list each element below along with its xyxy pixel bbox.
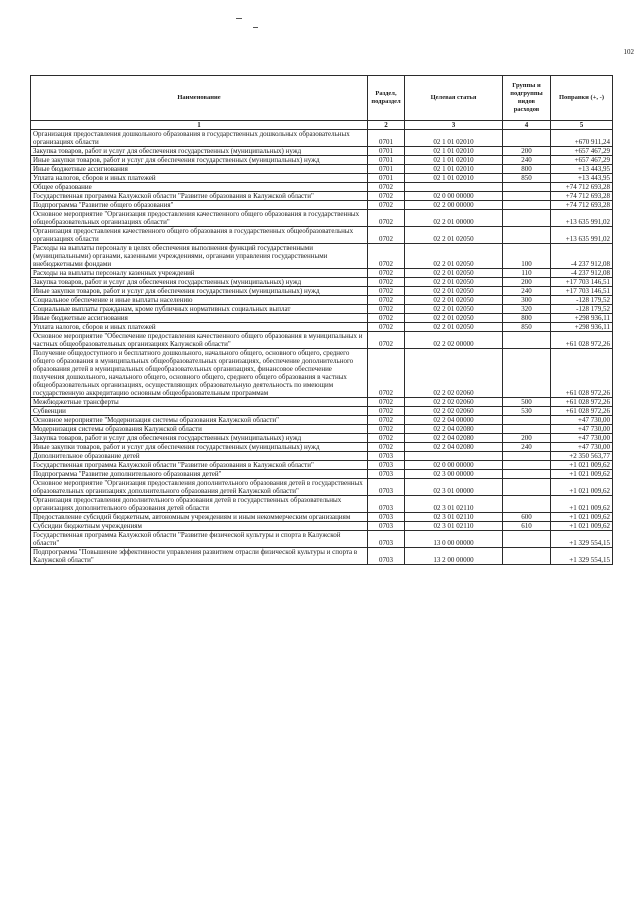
row-group [503,531,551,548]
row-group: 800 [503,165,551,174]
column-number: 2 [368,121,405,130]
row-group [503,452,551,461]
row-name: Модернизация системы образования Калужской области [31,425,368,434]
row-section: 0702 [368,210,405,227]
row-target: 02 2 01 02050 [405,244,503,269]
row-group: 850 [503,323,551,332]
row-name: Субсидии бюджетным учреждениям [31,522,368,531]
header-row [31,76,613,121]
row-group: 100 [503,244,551,269]
row-group: 530 [503,407,551,416]
table-row [31,314,613,323]
row-name: Закупка товаров, работ и услуг для обеспечения государственных (муниципальных) нужд [31,278,368,287]
row-section: 0702 [368,332,405,349]
scan-mark [253,27,258,28]
row-section: 0702 [368,323,405,332]
row-group: 110 [503,269,551,278]
row-group [503,425,551,434]
row-section: 0701 [368,174,405,183]
table-row [31,425,613,434]
row-section: 0703 [368,531,405,548]
column-number: 5 [551,121,613,130]
table-row [31,278,613,287]
table-row [31,147,613,156]
row-target: 02 1 01 02010 [405,130,503,147]
table-row [31,323,613,332]
page-number: 102 [623,48,634,56]
row-target: 02 2 02 00000 [405,332,503,349]
row-section: 0702 [368,269,405,278]
row-group: 240 [503,443,551,452]
row-amount: +61 028 972,26 [551,349,613,398]
row-target: 02 3 01 02110 [405,522,503,531]
row-name: Подпрограмма "Повышение эффективности управления развитием отрасли физической культуры и спорта в Калужской области" [31,548,368,565]
row-amount: +61 028 972,26 [551,407,613,416]
row-amount: +47 730,00 [551,434,613,443]
row-amount: +13 635 991,02 [551,210,613,227]
row-target: 13 2 00 00000 [405,548,503,565]
row-amount: -4 237 912,08 [551,269,613,278]
table-row [31,513,613,522]
row-name: Основное мероприятие "Обеспечение предоставления качественного общего образования в муниципальных и частных общеобразовательных организациях Калужской области" [31,332,368,349]
table-row [31,470,613,479]
row-name: Расходы на выплаты персоналу в целях обеспечения выполнения функций государственными (муниципальными) органами, казенными учреждениями, органами управления государственными внебюджетными фондами [31,244,368,269]
row-group [503,496,551,513]
row-section: 0702 [368,443,405,452]
row-name: Социальное обеспечение и иные выплаты населению [31,296,368,305]
row-section: 0702 [368,183,405,192]
column-number: 1 [31,121,368,130]
row-name: Государственная программа Калужской области "Развитие физической культуры и спорта в Калужской области" [31,531,368,548]
row-name: Дополнительное образование детей [31,452,368,461]
row-group: 850 [503,174,551,183]
row-name: Иные закупки товаров, работ и услуг для обеспечения государственных (муниципальных) нужд [31,443,368,452]
row-group [503,210,551,227]
row-target: 02 1 01 02010 [405,147,503,156]
table-row [31,210,613,227]
row-amount: +47 730,00 [551,425,613,434]
row-section: 0702 [368,434,405,443]
column-header-section: Раздел, подраздел [368,76,405,121]
row-section: 0702 [368,349,405,398]
row-target [405,452,503,461]
row-amount: +1 329 554,15 [551,548,613,565]
row-amount: +61 028 972,26 [551,398,613,407]
row-amount: +1 021 009,62 [551,461,613,470]
row-amount: +670 911,24 [551,130,613,147]
row-target: 02 2 04 02080 [405,434,503,443]
row-group [503,461,551,470]
row-amount: -4 237 912,08 [551,244,613,269]
row-section: 0702 [368,407,405,416]
table-row [31,332,613,349]
table-row [31,269,613,278]
row-amount: +657 467,29 [551,156,613,165]
table-row [31,305,613,314]
table-row [31,548,613,565]
row-amount: +1 021 009,62 [551,522,613,531]
row-target: 02 3 01 02110 [405,513,503,522]
row-amount: +298 936,11 [551,323,613,332]
row-target: 02 2 00 00000 [405,201,503,210]
row-name: Подпрограмма "Развитие общего образования" [31,201,368,210]
row-target: 02 2 04 02080 [405,443,503,452]
row-amount: +13 443,95 [551,174,613,183]
row-target: 02 3 01 02110 [405,496,503,513]
table-body [31,130,613,565]
row-name: Иные бюджетные ассигнования [31,165,368,174]
row-name: Уплата налогов, сборов и иных платежей [31,174,368,183]
table-row [31,461,613,470]
row-amount: +657 467,29 [551,147,613,156]
row-target: 02 2 01 00000 [405,210,503,227]
row-amount: +13 443,95 [551,165,613,174]
table-row [31,434,613,443]
table-row [31,496,613,513]
row-section: 0702 [368,314,405,323]
column-header-name: Наименование [31,76,368,121]
row-section: 0702 [368,278,405,287]
row-section: 0702 [368,227,405,244]
row-target: 02 2 01 02050 [405,305,503,314]
row-section: 0702 [368,398,405,407]
row-group: 600 [503,513,551,522]
table-row [31,296,613,305]
table-row [31,443,613,452]
row-amount: +1 021 009,62 [551,470,613,479]
row-group: 800 [503,314,551,323]
column-number: 4 [503,121,551,130]
row-name: Уплата налогов, сборов и иных платежей [31,323,368,332]
row-target: 02 0 00 00000 [405,192,503,201]
row-group [503,201,551,210]
table-row [31,174,613,183]
row-section: 0703 [368,496,405,513]
row-group [503,548,551,565]
row-name: Расходы на выплаты персоналу казенных учреждений [31,269,368,278]
table-row [31,531,613,548]
row-target: 02 2 01 02050 [405,296,503,305]
row-section: 0702 [368,244,405,269]
row-target: 02 1 01 02010 [405,165,503,174]
row-group: 300 [503,296,551,305]
table-row [31,192,613,201]
row-name: Иные закупки товаров, работ и услуг для обеспечения государственных (муниципальных) нужд [31,156,368,165]
row-group [503,192,551,201]
table-row [31,156,613,165]
row-group [503,349,551,398]
table-row [31,244,613,269]
row-section: 0702 [368,287,405,296]
row-amount: +298 936,11 [551,314,613,323]
column-header-amount: Поправки (+, -) [551,76,613,121]
row-amount: +17 703 146,51 [551,287,613,296]
column-number: 3 [405,121,503,130]
row-section: 0703 [368,452,405,461]
row-section: 0702 [368,305,405,314]
row-name: Предоставление субсидий бюджетным, автономным учреждениям и иным некоммерческим организациям [31,513,368,522]
row-target: 02 1 01 02010 [405,174,503,183]
row-name: Получение общедоступного и бесплатного дошкольного, начального общего, основного общего, среднего общего образования в муниципальных общеобразовательных организациях, обеспечение дополнительного образования детей в муниципальных общеобразовательных организациях, финансовое обеспечение получения дошкольного, начального общего, основного общего, среднего общего образования в частных общеобразовательных организациях, осуществляющих образовательную деятельность по имеющим государственную аккредитацию основным общеобразовательным программам [31,349,368,398]
row-group: 200 [503,434,551,443]
row-name: Социальные выплаты гражданам, кроме публичных нормативных социальных выплат [31,305,368,314]
row-amount: +1 329 554,15 [551,531,613,548]
row-amount: +74 712 693,28 [551,183,613,192]
row-section: 0703 [368,461,405,470]
row-group: 200 [503,278,551,287]
table-row [31,416,613,425]
row-amount: -128 179,52 [551,305,613,314]
row-amount: +1 021 009,62 [551,479,613,496]
row-group [503,130,551,147]
row-target: 02 2 01 02050 [405,323,503,332]
row-section: 0701 [368,165,405,174]
table-row [31,398,613,407]
table-row [31,130,613,147]
row-name: Субвенции [31,407,368,416]
row-section: 0703 [368,548,405,565]
row-name: Иные бюджетные ассигнования [31,314,368,323]
table-row [31,479,613,496]
row-target: 02 2 02 02060 [405,349,503,398]
row-group [503,470,551,479]
row-name: Организация предоставления дополнительного образования детей в государственных образовательных организациях дополнительного образования детей области [31,496,368,513]
row-target: 02 2 01 02050 [405,314,503,323]
row-target [405,183,503,192]
row-target: 02 2 01 02050 [405,287,503,296]
row-name: Организация предоставления дошкольного образования в государственных дошкольных образовательных организациях области [31,130,368,147]
row-group [503,227,551,244]
row-name: Общее образование [31,183,368,192]
row-amount: +1 021 009,62 [551,496,613,513]
row-name: Закупка товаров, работ и услуг для обеспечения государственных (муниципальных) нужд [31,434,368,443]
table-row [31,452,613,461]
budget-table [30,75,613,565]
row-group: 320 [503,305,551,314]
table-row [31,201,613,210]
row-amount: +61 028 972,26 [551,332,613,349]
row-amount: +13 635 991,02 [551,227,613,244]
row-target: 02 2 01 02050 [405,227,503,244]
row-section: 0702 [368,416,405,425]
row-target: 02 2 04 02080 [405,425,503,434]
row-group: 240 [503,287,551,296]
table-row [31,183,613,192]
row-section: 0702 [368,425,405,434]
row-group: 200 [503,147,551,156]
row-section: 0702 [368,192,405,201]
row-name: Государственная программа Калужской области "Развитие образования в Калужской области" [31,192,368,201]
row-section: 0703 [368,479,405,496]
row-section: 0701 [368,156,405,165]
row-name: Закупка товаров, работ и услуг для обеспечения государственных (муниципальных) нужд [31,147,368,156]
row-target: 02 0 00 00000 [405,461,503,470]
row-group [503,416,551,425]
row-amount: +17 703 146,51 [551,278,613,287]
row-name: Основное мероприятие "Модернизация системы образования Калужской области" [31,416,368,425]
row-section: 0703 [368,513,405,522]
row-section: 0702 [368,201,405,210]
column-number-row [31,121,613,130]
row-name: Иные закупки товаров, работ и услуг для обеспечения государственных (муниципальных) нужд [31,287,368,296]
row-group: 500 [503,398,551,407]
row-group [503,479,551,496]
row-section: 0702 [368,296,405,305]
row-target: 02 2 01 02050 [405,269,503,278]
row-section: 0703 [368,470,405,479]
row-name: Межбюджетные трансферты [31,398,368,407]
row-target: 02 2 04 00000 [405,416,503,425]
row-amount: +47 730,00 [551,443,613,452]
row-amount: -128 179,52 [551,296,613,305]
row-group [503,332,551,349]
row-group [503,183,551,192]
row-amount: +47 730,00 [551,416,613,425]
row-group: 240 [503,156,551,165]
row-name: Государственная программа Калужской области "Развитие образования в Калужской области" [31,461,368,470]
table-row [31,349,613,398]
row-group: 610 [503,522,551,531]
row-target: 02 3 01 00000 [405,479,503,496]
row-section: 0703 [368,522,405,531]
row-target: 02 2 01 02050 [405,278,503,287]
row-section: 0701 [368,130,405,147]
row-name: Основное мероприятие "Организация предоставления качественного общего образования в государственных общеобразовательных организациях области" [31,210,368,227]
row-amount: +2 350 563,77 [551,452,613,461]
column-header-target: Целевая статья [405,76,503,121]
table-row [31,227,613,244]
row-amount: +74 712 693,28 [551,201,613,210]
column-header-group: Группы и подгруппы видов расходов [503,76,551,121]
row-amount: +1 021 009,62 [551,513,613,522]
table-row [31,407,613,416]
row-target: 02 2 02 02060 [405,407,503,416]
table-row [31,165,613,174]
row-name: Подпрограмма "Развитие дополнительного образования детей" [31,470,368,479]
row-name: Основное мероприятие "Организация предоставления дополнительного образования детей в государственных образовательных организациях дополнительного образования детей Калужской области" [31,479,368,496]
row-amount: +74 712 693,28 [551,192,613,201]
scan-mark [236,18,242,19]
row-target: 02 2 02 02060 [405,398,503,407]
row-name: Организация предоставления качественного общего образования в государственных общеобразовательных организациях области [31,227,368,244]
row-target: 13 0 00 00000 [405,531,503,548]
row-target: 02 1 01 02010 [405,156,503,165]
table-row [31,522,613,531]
table-row [31,287,613,296]
row-target: 02 3 00 00000 [405,470,503,479]
row-section: 0701 [368,147,405,156]
